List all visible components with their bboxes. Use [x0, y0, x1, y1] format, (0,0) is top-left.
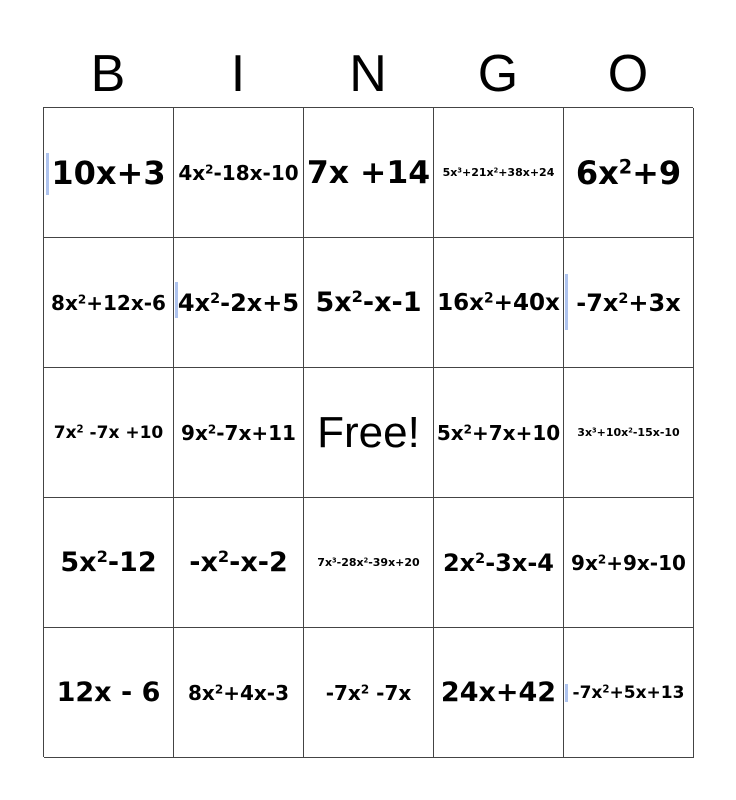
- cell-expression: 7x +14: [306, 154, 431, 191]
- bingo-cell: [44, 108, 174, 238]
- cell-expression: $5x^2+7x+10$: [436, 420, 561, 445]
- bingo-cell: [304, 238, 434, 368]
- bingo-cell: [564, 628, 694, 758]
- cell-expression: $-7x^2+3x$: [576, 288, 681, 317]
- cell-expression: $3x^3+10x^2-15x-10$: [577, 426, 680, 439]
- text-cursor: [565, 274, 568, 330]
- bingo-cell: [434, 498, 564, 628]
- bingo-cell: [304, 498, 434, 628]
- bingo-cell: [434, 628, 564, 758]
- cell-expression: $-7x^2$ -7x: [325, 680, 412, 705]
- bingo-cell: [174, 368, 304, 498]
- free-space-label: Free!: [317, 407, 420, 457]
- header-letter-b: B: [90, 45, 126, 103]
- bingo-cell: [434, 238, 564, 368]
- bingo-cell: [174, 498, 304, 628]
- bingo-cell: [304, 628, 434, 758]
- cell-expression: $5x^3+21x^2+38x+24$: [442, 166, 555, 179]
- text-cursor: [46, 153, 49, 195]
- cell-expression: $5x^2-12$: [60, 547, 157, 578]
- header-letter-i: I: [230, 45, 246, 103]
- cell-expression: 10x+3: [51, 153, 166, 192]
- bingo-cell: [434, 368, 564, 498]
- cell-expression: $8x^2+4x-3$: [188, 680, 289, 705]
- cell-expression: 12x - 6: [56, 677, 161, 708]
- cell-expression: $16x^2+40x$: [437, 289, 560, 316]
- header-letter-n: N: [349, 45, 387, 103]
- text-cursor: [175, 282, 178, 318]
- bingo-cell: [174, 238, 304, 368]
- cell-expression: $5x^2-x-1$: [315, 287, 422, 318]
- bingo-cell: [44, 628, 174, 758]
- header-letter-g: G: [477, 45, 519, 103]
- cell-expression: $-7x^2+5x+13$: [572, 682, 685, 703]
- bingo-cell: [44, 238, 174, 368]
- text-cursor: [565, 684, 568, 702]
- cell-expression: $7x^2$ -7x +10: [53, 422, 164, 443]
- cell-expression: $9x^2-7x+11$: [181, 420, 296, 445]
- bingo-card-grid: [43, 107, 693, 757]
- cell-expression: $2x^2-3x-4$: [442, 548, 554, 577]
- bingo-cell: [564, 108, 694, 238]
- cell-expression: $8x^2+12x-6$: [51, 290, 166, 315]
- header-letter-o: O: [607, 45, 649, 103]
- cell-expression: $6x^2+9$: [575, 153, 682, 192]
- bingo-header: [43, 40, 693, 108]
- bingo-cell: [174, 628, 304, 758]
- bingo-cell: [44, 368, 174, 498]
- cell-expression: $9x^2+9x-10$: [571, 550, 686, 575]
- cell-expression: $7x^3-28x^2-39x+20$: [317, 556, 420, 569]
- bingo-cell: [44, 498, 174, 628]
- bingo-cell: [564, 368, 694, 498]
- cell-expression: $4x^2-2x+5$: [177, 288, 300, 317]
- cell-expression: 24x+42: [440, 677, 557, 708]
- free-space-cell: [304, 368, 434, 498]
- bingo-cell: [174, 108, 304, 238]
- cell-expression: $-x^2-x-2$: [189, 547, 288, 578]
- bingo-cell: [304, 108, 434, 238]
- bingo-cell: [434, 108, 564, 238]
- cell-expression: $4x^2-18x-10$: [178, 160, 299, 185]
- bingo-cell: [564, 498, 694, 628]
- bingo-cell: [564, 238, 694, 368]
